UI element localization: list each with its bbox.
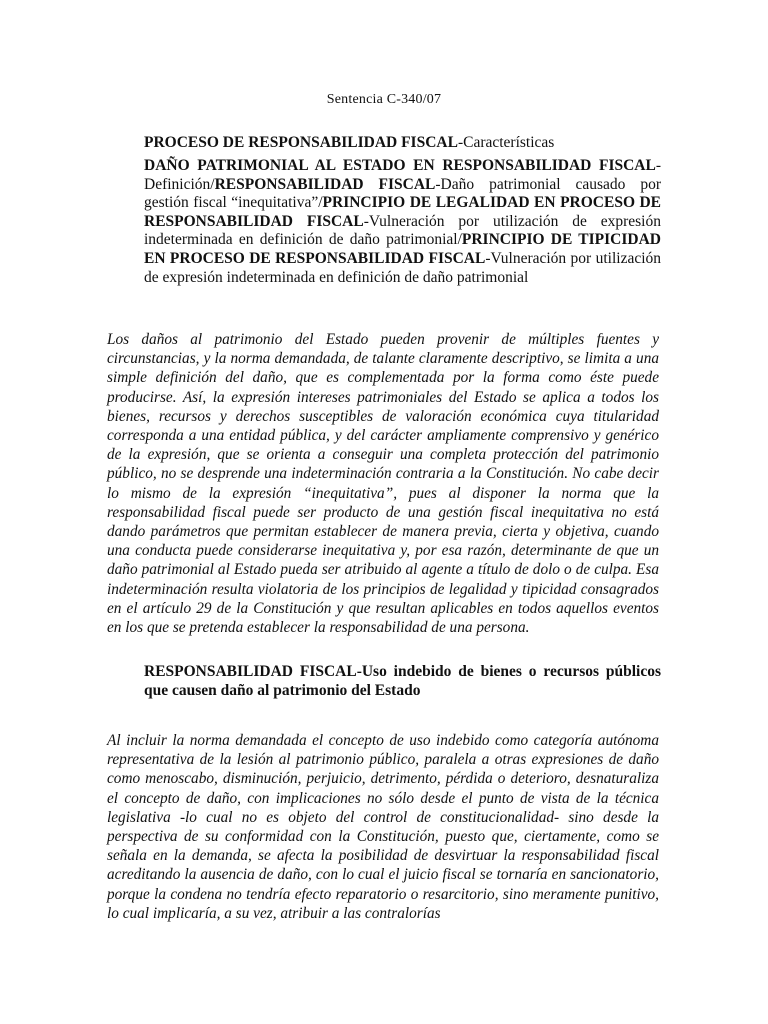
paragraph-danos-patrimonio: Los daños al patrimonio del Estado pueden provenir de múltiples fuentes y circunstancias, y la norma demandada, de talante claramente descriptivo, se limita a una simple definición del daño, que es complementada por la forma como éste puede producirse. Así, la expresión intereses patrimoniales del Estado se aplica a todos los bienes, recursos y derechos susceptibles de valoración económica cuya titularidad corresponda a una entidad pública, y del carácter ampliamente comprensivo y genérico de la expresión, que se orienta a conseguir una completa protección del patrimonio público, no se desprende una indeterminación contraria a la Constitución. No cabe decir lo mismo de la expresión “inequitativa”, pues al disponer la norma que la responsabilidad fiscal puede ser producto de una gestión fiscal inequitativa no está dando parámetros que permitan establecer de manera previa, cierta y objetiva, cuando una conducta puede considerarse inequitativa y, por esa razón, determinante de que un daño patrimonial al Estado pueda ser atribuido al agente a título de dolo o de culpa. Esa indeterminación resulta violatoria de los principios de legalidad y tipicidad consagrados en el artículo 29 de la Constitución y que resultan aplicables en todos aquellos eventos en los que se pretenda establecer la responsabilidad de una persona. — [107, 331, 659, 637]
heading-bold-text: DAÑO PATRIMONIAL AL ESTADO EN RESPONSABILIDAD FISCAL — [144, 157, 656, 174]
heading-proceso-responsabilidad — [144, 134, 661, 153]
heading-normal-text: -Características — [457, 134, 555, 151]
sentencia-title: Sentencia C-340/07 — [326, 92, 442, 107]
heading-normal-text: -Vulneración por utilización de expresión indeterminada en definición de daño patrimonial — [144, 249, 662, 286]
heading-bold-text: PROCESO DE RESPONSABILIDAD FISCAL — [144, 134, 458, 151]
heading-uso-indebido — [144, 663, 661, 700]
heading-bold-text: RESPONSABILIDAD FISCAL — [214, 175, 436, 193]
heading-normal-text: -Definición/ — [144, 157, 661, 193]
heading-bold-text: Uso indebido de bienes o recursos públicos que causen daño al patrimonio del Estado — [144, 663, 661, 699]
heading-normal-text: -Vulneración por utilización de expresión indeterminada en definición de daño patrimonial/ — [144, 212, 661, 249]
heading-bold-text: PRINCIPIO DE TIPICIDAD EN PROCESO DE RESPONSABILIDAD FISCAL — [144, 231, 661, 267]
paragraph-uso-indebido: Al incluir la norma demandada el concepto de uso indebido como categoría autónoma representativa de la lesión al patrimonio público, paralela a otras expresiones de daño como menoscabo, disminución, perjuicio, detrimento, pérdida o deterioro, desnaturaliza el concepto de daño, con implicaciones no sólo desde el punto de vista de la técnica legislativa -lo cual no es objeto del control de constitucionalidad- sino desde la perspectiva de su conformidad con la Constitución, puesto que, ciertamente, como se señala en la demanda, se afecta la posibilidad de desvirtuar la responsabilidad fiscal acreditando la ausencia de daño, con lo cual el juicio fiscal se tornaría en sancionatorio, porque la condena no tendría efecto reparatorio o resarcitorio, sino meramente punitivo, lo cual implicaría, a su vez, atribuir a las contralorías — [107, 732, 659, 922]
heading-dano-patrimonial — [144, 157, 661, 287]
heading-bold-text: RESPONSABILIDAD FISCAL- — [144, 663, 362, 680]
heading-bold-text: PRINCIPIO DE LEGALIDAD EN PROCESO DE RESPONSABILIDAD FISCAL — [144, 194, 662, 230]
heading-normal-text: -Daño patrimonial causado por gestión fiscal “inequitativa”/ — [144, 175, 661, 212]
